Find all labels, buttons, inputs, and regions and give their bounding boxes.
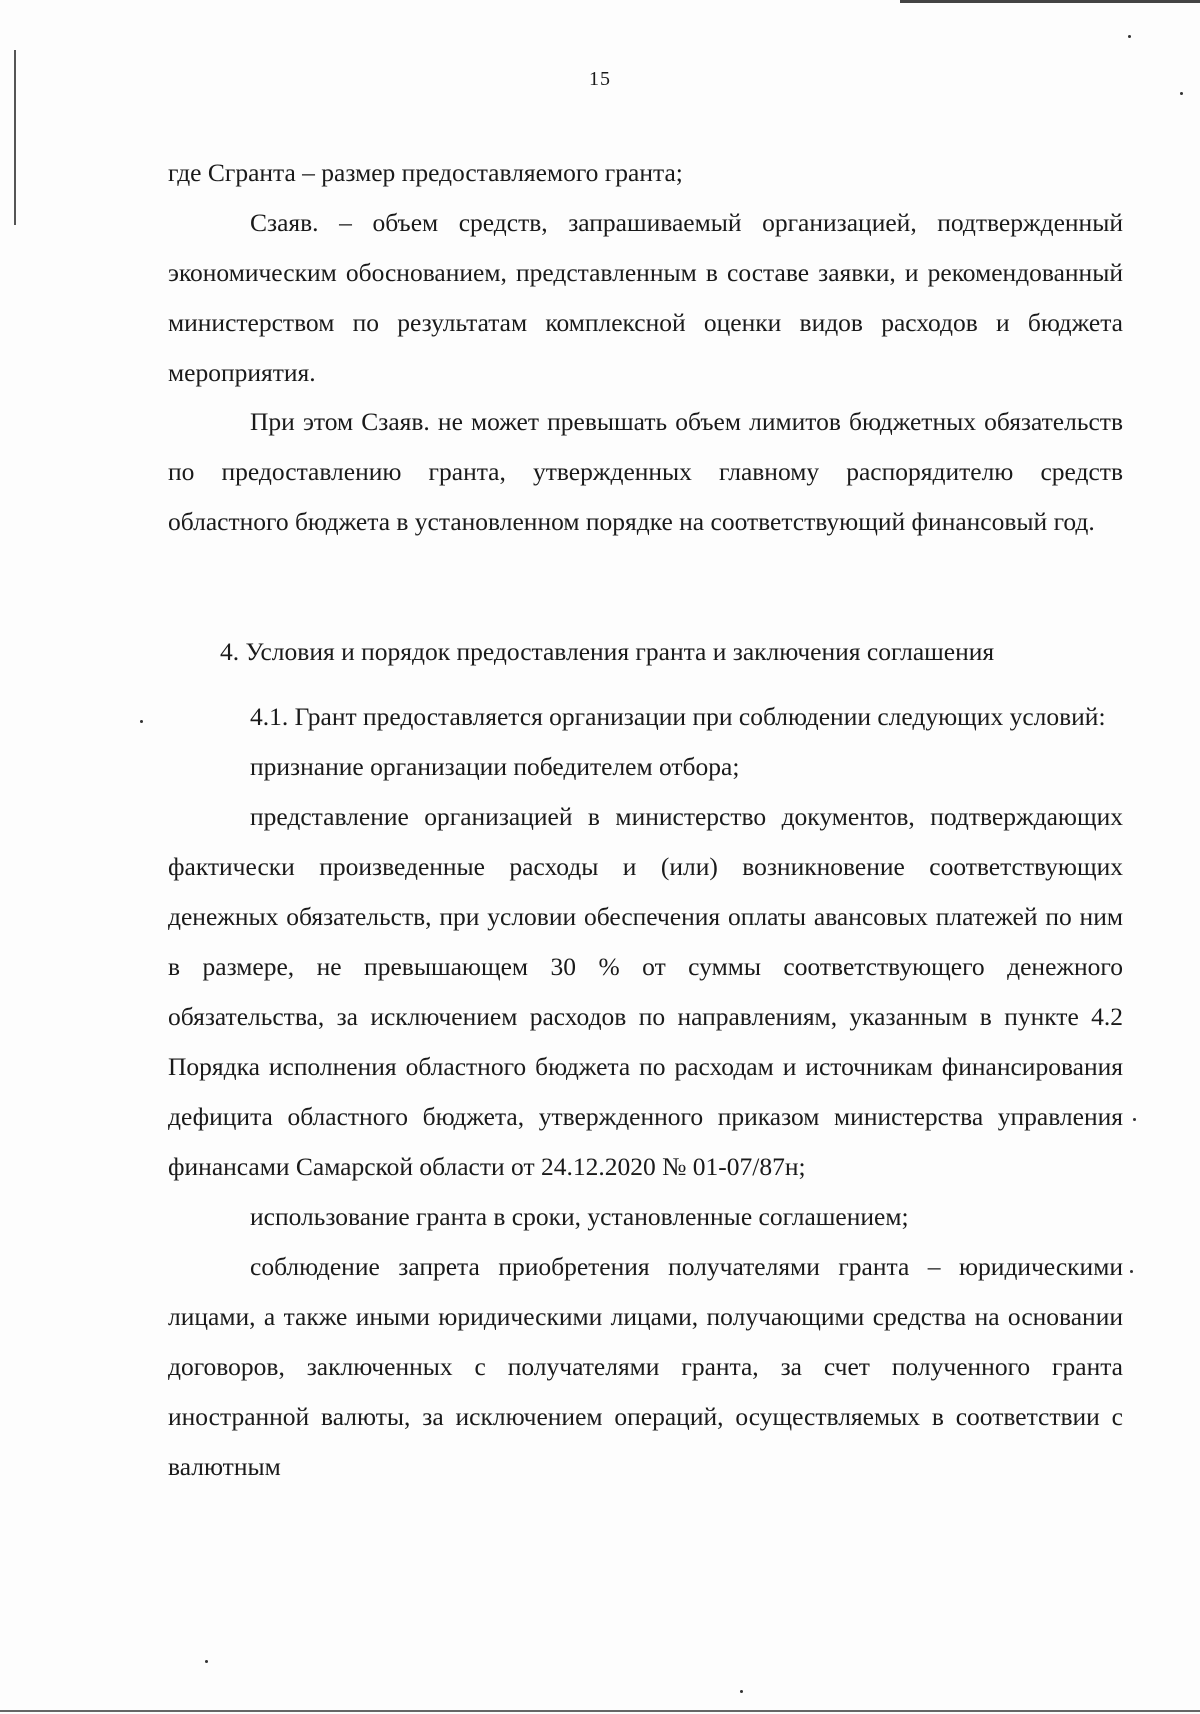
scan-speck [205, 1660, 208, 1663]
condition-terms: использование гранта в сроки, установленные соглашением; [250, 1202, 909, 1231]
condition-winner: признание организации победителем отбора; [250, 752, 740, 781]
clause-4-1: 4.1. Грант предоставляется организации при соблюдении следующих условий: [250, 702, 1106, 731]
legend-grant-size: где Сгранта – размер предоставляемого гранта; [168, 158, 683, 187]
legend-requested-amount: Сзаяв. – объем средств, запрашиваемый организацией, подтвержденный экономическим обоснованием, представленным в составе заявки, и рекомендованный министерством по результатам комплексной оценки видов расходов и бюджета мероприятия. [168, 208, 1123, 387]
scan-speck [140, 720, 143, 723]
scan-speck [1180, 92, 1183, 95]
scan-edge-line [900, 0, 1200, 3]
condition-currency-ban: соблюдение запрета приобретения получателями гранта – юридическими лицами, а также иными юридическими лицами, получающими средства на основании договоров, заключенных с получателями гранта, за счет полученного гранта иностранной валюты, за исключением операций, осуществляемых в соответствии с валютным [168, 1252, 1123, 1481]
condition-documents: представление организацией в министерство документов, подтверждающих фактически произведенные расходы и (или) возникновение соответствующих денежных обязательств, при условии обеспечения оплаты авансовых платежей по ним в размере, не превышающем 30 % от суммы соответствующего денежного обязательства, за исключением расходов по направлениям, указанным в пункте 4.2 Порядка исполнения областного бюджета по расходам и источникам финансирования дефицита областного бюджета, утвержденного приказом министерства управления финансами Самарской области от 24.12.2020 № 01-07/87н; [168, 802, 1123, 1181]
limit-paragraph: При этом Сзаяв. не может превышать объем лимитов бюджетных обязательств по предоставлению гранта, утвержденных главному распорядителю средств областного бюджета в установленном порядке на соответствующий финансовый год. [168, 407, 1123, 536]
section-heading-block [168, 627, 1123, 677]
formula-legend [168, 148, 1123, 398]
scan-edge-line [0, 1710, 1200, 1712]
conditions-block [168, 692, 1123, 1492]
scan-speck [1130, 1270, 1133, 1273]
limit-paragraph-block [168, 397, 1123, 547]
scan-speck [740, 1690, 743, 1693]
scan-speck [1128, 35, 1131, 38]
scan-speck [1133, 1118, 1136, 1121]
page-number: 15 [589, 68, 611, 90]
section-heading: 4. Условия и порядок предоставления гранта и заключения соглашения [220, 637, 995, 666]
